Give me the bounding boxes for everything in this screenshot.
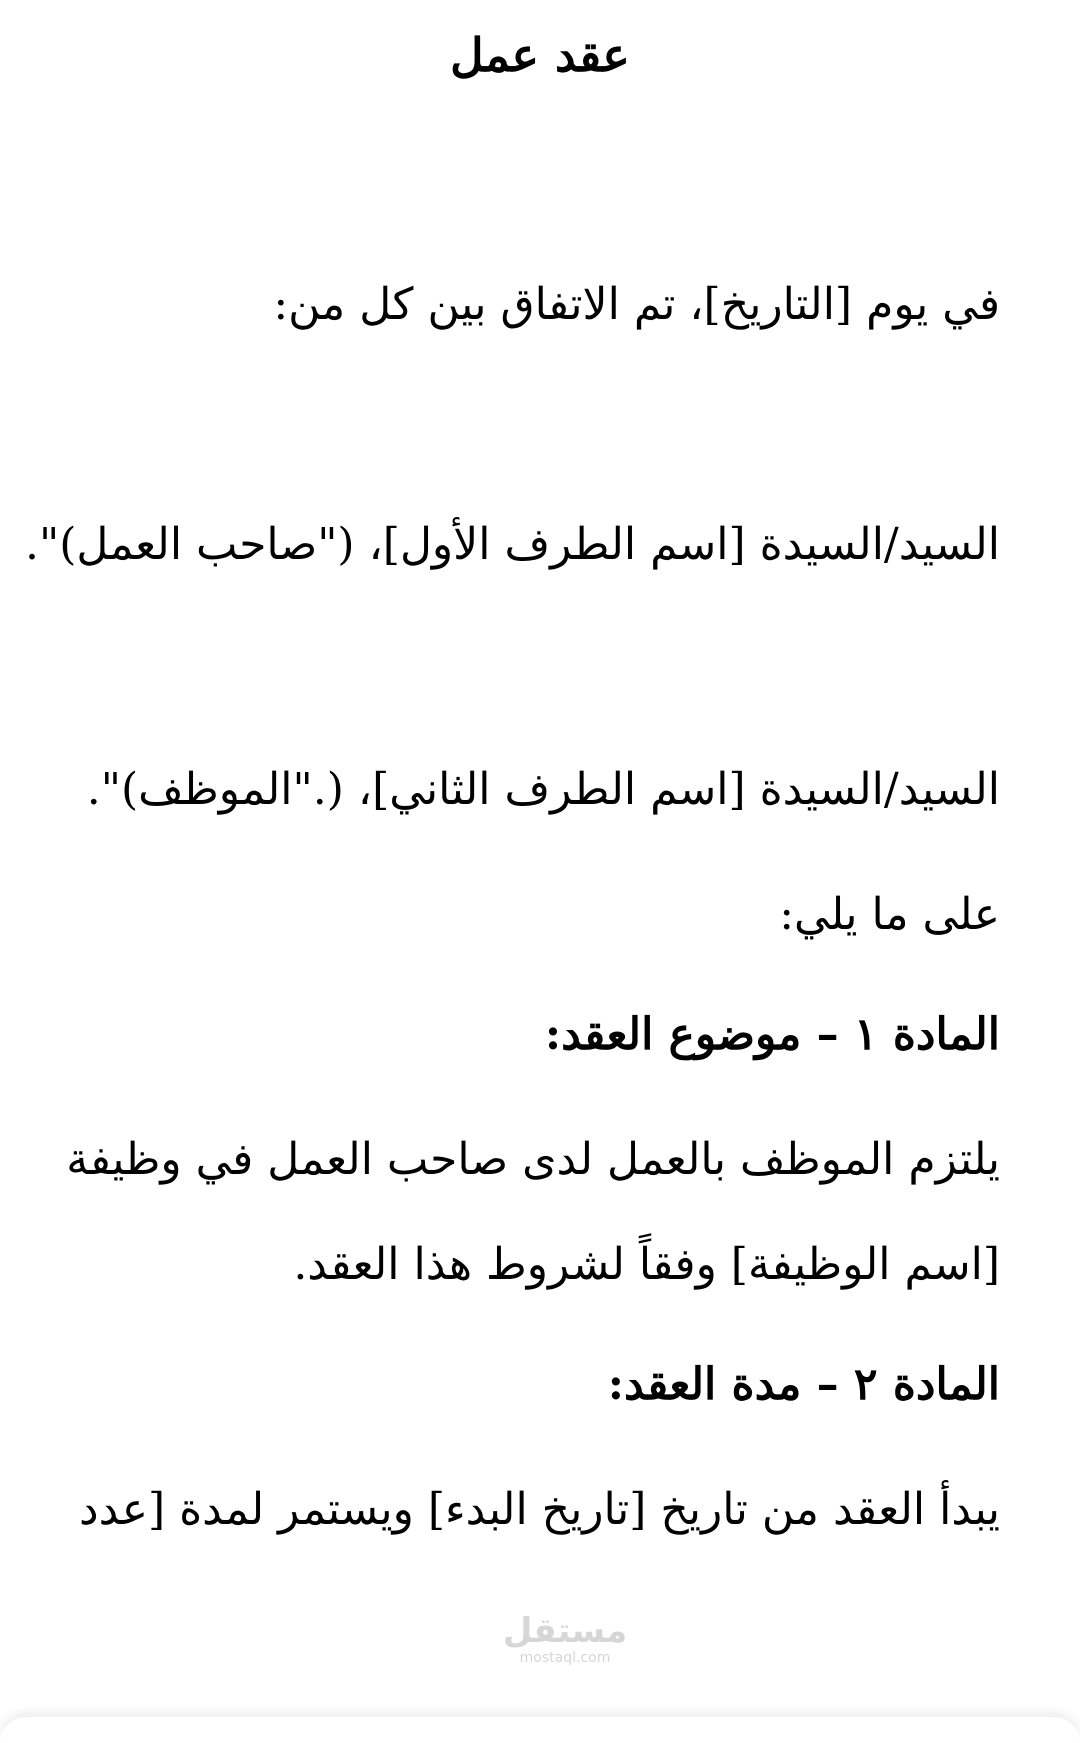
mostaql-watermark	[490, 1612, 640, 1666]
article-2-heading: المادة ٢ – مدة العقد:	[607, 1359, 1000, 1410]
party-two-text: السيد/السيدة [اسم الطرف الثاني]، (."الموظف)".	[86, 764, 1000, 815]
watermark-url: mostaql.com	[519, 1650, 611, 1666]
bottom-sheet-edge	[0, 1717, 1080, 1743]
article-2-line-1: يبدأ العقد من تاريخ [تاريخ البدء] ويستمر لمدة [عدد	[79, 1484, 1000, 1535]
agreement-intro: على ما يلي:	[779, 889, 1000, 940]
article-1-line-2: [اسم الوظيفة] وفقاً لشروط هذا العقد.	[293, 1239, 1000, 1290]
preamble-text: في يوم [التاريخ]، تم الاتفاق بين كل من:	[273, 279, 1000, 330]
article-1-heading: المادة ١ – موضوع العقد:	[544, 1009, 1000, 1060]
party-one-text: السيد/السيدة [اسم الطرف الأول]، ("صاحب العمل)".	[25, 519, 1000, 570]
document-title: عقد عمل	[450, 28, 630, 82]
watermark-logo-text: مستقل	[502, 1611, 628, 1651]
article-1-line-1: يلتزم الموظف بالعمل لدى صاحب العمل في وظيفة	[66, 1134, 1000, 1185]
